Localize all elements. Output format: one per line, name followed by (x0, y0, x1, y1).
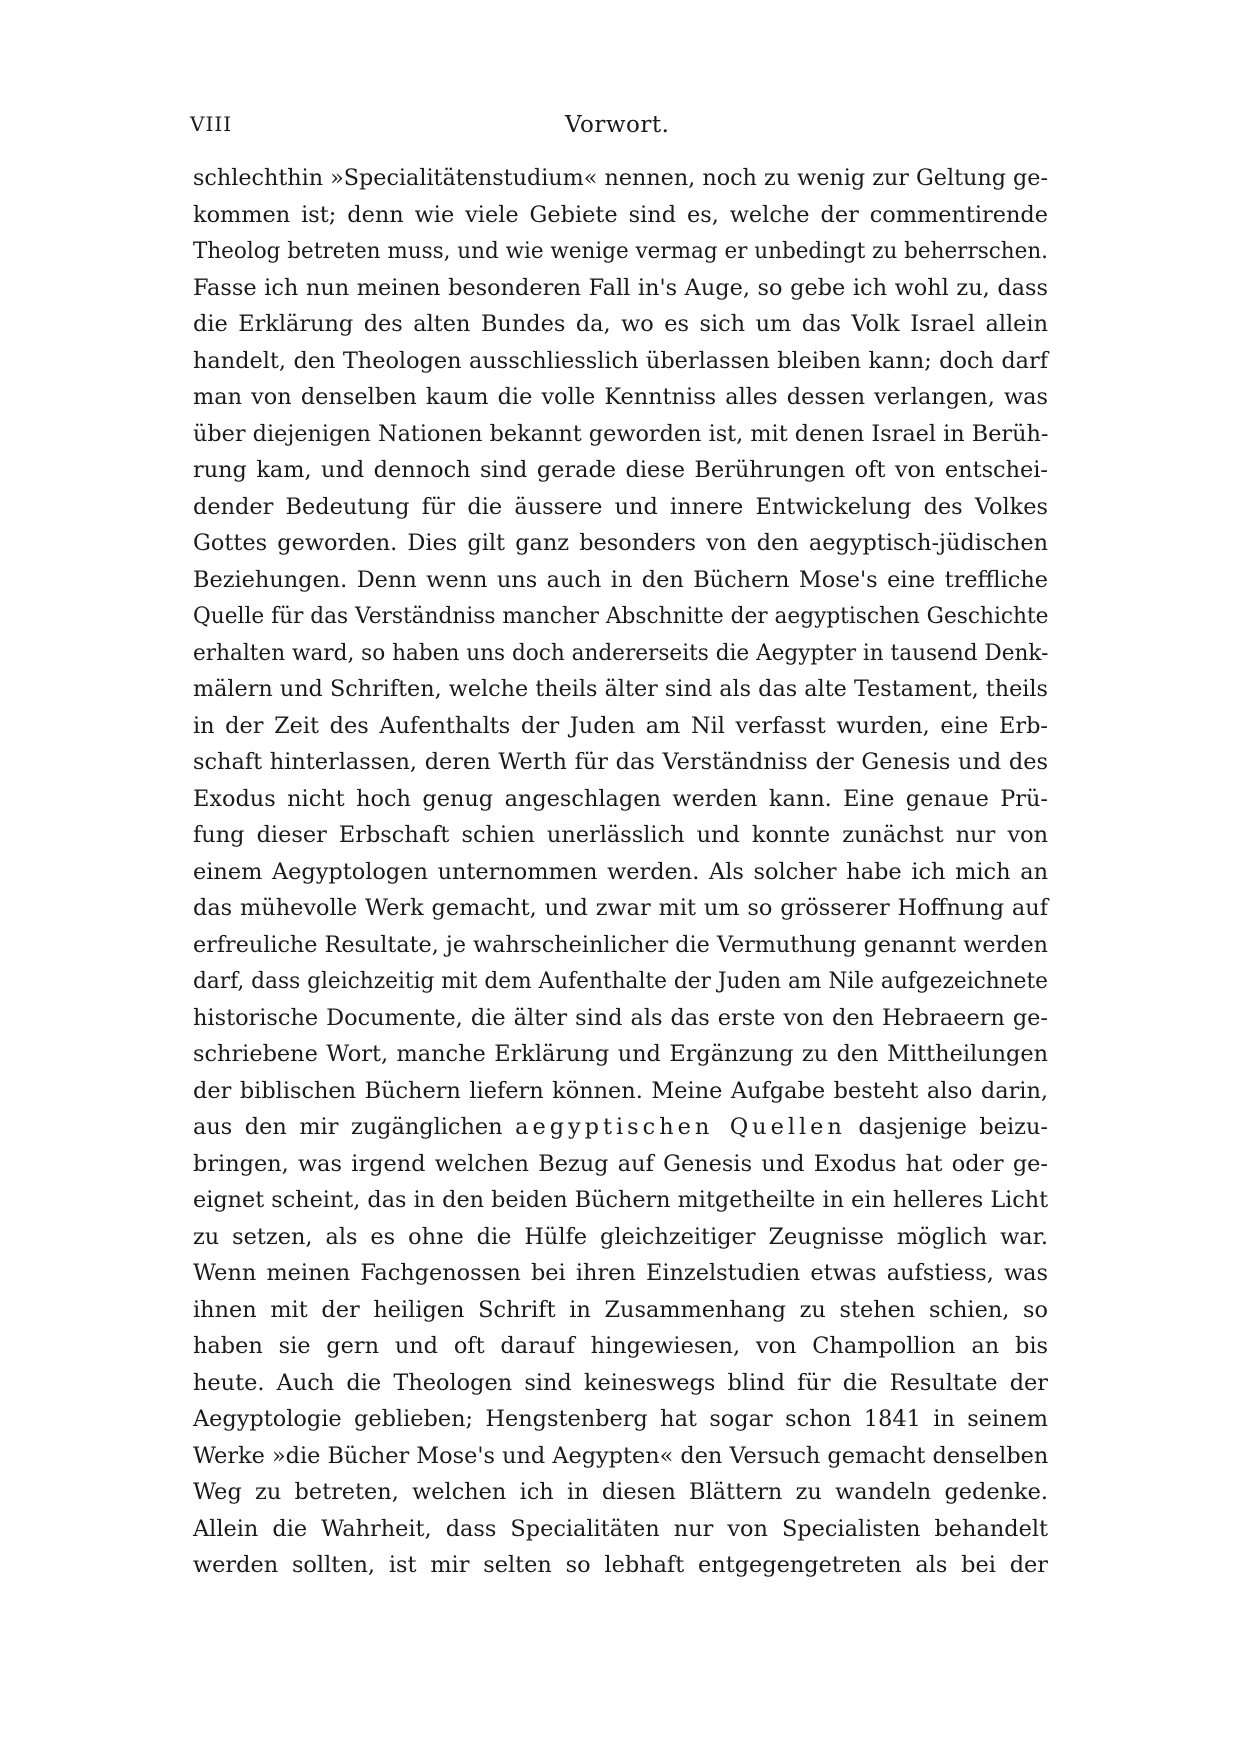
text-line: historische Documente, die älter sind als das erste von den Hebraeern ge- (193, 1004, 1048, 1031)
text-line: Aegyptologie geblieben; Hengstenberg hat sogar schon 1841 in seinem (193, 1406, 1048, 1432)
text-line: Beziehungen. Denn wenn uns auch in den Büchern Mose's eine treffliche (193, 566, 1048, 593)
spaced-emphasis: aegyptischen Quellen (515, 1114, 846, 1140)
text-line: Theolog betreten muss, und wie wenige vermag er unbedingt zu beherrschen. (193, 238, 1049, 264)
text-line: rung kam, und dennoch sind gerade diese Berührungen oft von entschei- (193, 457, 1048, 483)
text-line: Exodus nicht hoch genug angeschlagen werden kann. Eine genaue Prü- (193, 785, 1048, 812)
text-line: Quelle für das Verständniss mancher Abschnitte der aegyptischen Geschichte (193, 603, 1049, 629)
text-line: Werke »die Bücher Mose's und Aegypten« den Versuch gemacht denselben (193, 1442, 1049, 1469)
text-line: mälern und Schriften, welche theils älter sind als das alte Testament, theils (193, 676, 1048, 702)
text-line: zu setzen, als es ohne die Hülfe gleichzeitiger Zeugnisse möglich war. (193, 1223, 1048, 1250)
text-line: Allein die Wahrheit, dass Specialitäten nur von Specialisten behandelt (193, 1515, 1048, 1542)
text-line: das mühevolle Werk gemacht, und zwar mit um so grösserer Hoffnung auf (193, 895, 1048, 921)
text-line: schaft hinterlassen, deren Werth für das Verständniss der Genesis und des (193, 749, 1048, 775)
text-line: heute. Auch die Theologen sind keineswegs blind für die Resultate der (193, 1369, 1048, 1396)
text-line: der biblischen Büchern liefern können. Meine Aufgabe besteht also darin, (193, 1077, 1048, 1104)
header-title: Vorwort. (565, 112, 670, 138)
text-line: die Erklärung des alten Bundes da, wo es sich um das Volk Israel allein (193, 311, 1048, 337)
text-line: darf, dass gleichzeitig mit dem Aufenthalte der Juden am Nile aufgezeichnete (193, 968, 1049, 994)
text-line: Gottes geworden. Dies gilt ganz besonders von den aegyptisch-jüdischen (193, 530, 1048, 556)
spaced-line-after: dasjenige beizu- (858, 1114, 1048, 1140)
text-line: fung dieser Erbschaft schien unerlässlich und konnte zunächst nur von (193, 822, 1048, 848)
spaced-line-before: aus den mir zugänglichen (193, 1114, 503, 1140)
text-line: schlechthin »Specialitätenstudium« nennen, noch zu wenig zur Geltung ge- (193, 165, 1049, 191)
text-line-spaced (193, 1109, 1048, 1146)
text-line: bringen, was irgend welchen Bezug auf Genesis und Exodus hat oder ge- (193, 1150, 1048, 1177)
text-line: Wenn meinen Fachgenossen bei ihren Einzelstudien etwas aufstiess, was (193, 1260, 1048, 1286)
text-line: über diejenigen Nationen bekannt geworden ist, mit denen Israel in Berüh- (193, 420, 1049, 447)
text-line: werden sollten, ist mir selten so lebhaft entgegengetreten als bei der (193, 1552, 1048, 1578)
body-text (193, 160, 1048, 1584)
text-line: kommen ist; denn wie viele Gebiete sind es, welche der commentirende (193, 201, 1048, 228)
text-line: schriebene Wort, manche Erklärung und Ergänzung zu den Mittheilungen (193, 1041, 1048, 1067)
text-line: ihnen mit der heiligen Schrift in Zusammenhang zu stehen schien, so (193, 1296, 1048, 1323)
text-line: erfreuliche Resultate, je wahrscheinlicher die Vermuthung genannt werden (193, 931, 1049, 958)
text-line: eignet scheint, das in den beiden Büchern mitgetheilte in ein helleres Licht (193, 1187, 1049, 1213)
running-header (190, 112, 1050, 152)
text-line: Fasse ich nun meinen besonderen Fall in's Auge, so gebe ich wohl zu, dass (193, 274, 1048, 301)
text-line: handelt, den Theologen ausschliesslich überlassen bleiben kann; doch darf (193, 347, 1048, 374)
page-number: VIII (190, 112, 233, 136)
text-line: in der Zeit des Aufenthalts der Juden am Nil verfasst wurden, eine Erb- (193, 712, 1048, 739)
text-line: einem Aegyptologen unternommen werden. Als solcher habe ich mich an (193, 858, 1048, 885)
text-line: haben sie gern und oft darauf hingewiesen, von Champollion an bis (193, 1333, 1048, 1359)
text-line: Weg zu betreten, welchen ich in diesen Blättern zu wandeln gedenke. (193, 1479, 1048, 1505)
text-line: dender Bedeutung für die äussere und innere Entwickelung des Volkes (193, 493, 1048, 520)
text-line: man von denselben kaum die volle Kenntniss alles dessen verlangen, was (193, 384, 1048, 410)
text-line: erhalten ward, so haben uns doch andererseits die Aegypter in tausend Denk- (193, 639, 1049, 666)
